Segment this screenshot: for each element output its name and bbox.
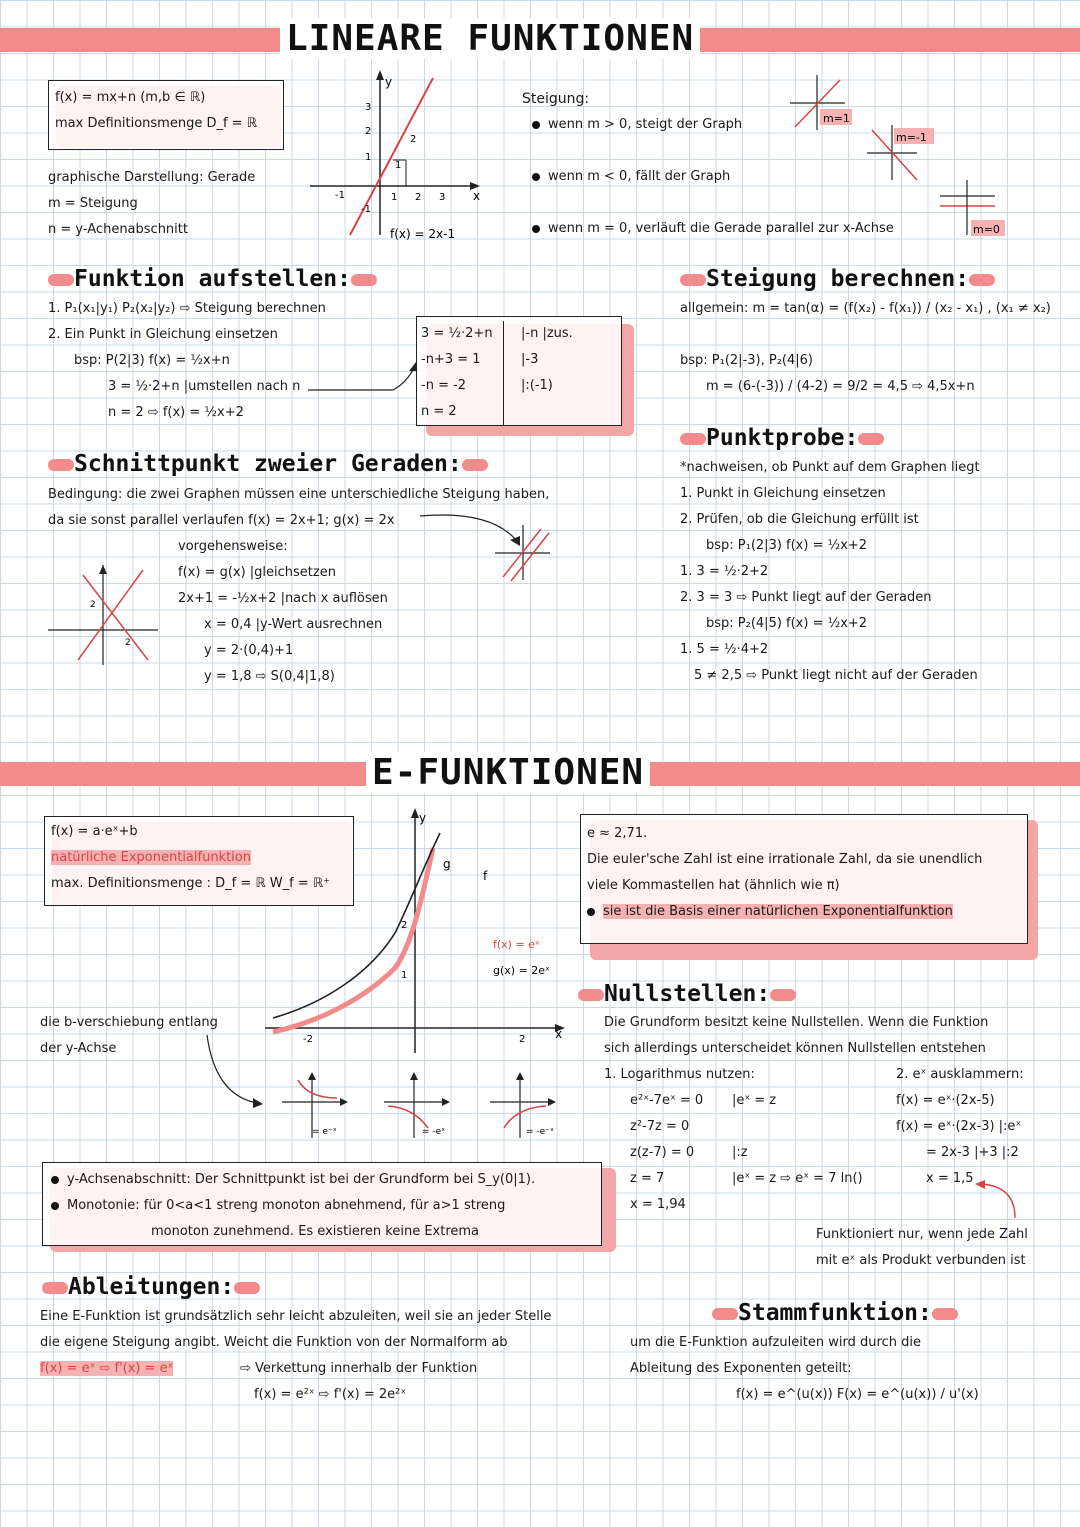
aufstellen-line: bsp: P(2|3) f(x) = ½x+n [74,353,230,368]
tick-x: -1 [335,190,345,201]
svg-text:= -e⁻ˣ: = -e⁻ˣ [526,1127,554,1137]
mini-graph-neg-e-neg-x [490,1072,560,1142]
svg-text:g(x) = 2eˣ: g(x) = 2eˣ [493,964,550,977]
props-box: y-Achsenabschnitt: Der Schnittpunkt ist bei der Grundform bei S_y(0|1). Monotonie: für 0<a<1 streng monoton abnehmend, für a>1 streng monoton zunehmend. Es existieren keine Extrema [42,1162,602,1246]
svg-text:m=-1: m=-1 [896,131,927,144]
ableitungen-text: Eine E-Funktion ist grundsätzlich sehr leicht abzuleiten, weil sie an jeder Stelle die eigene Steigung angibt. Weicht die Funktion von der Normalform ab f(x) = eˣ ⇨ f'(x) = eˣ [40,1309,552,1376]
schnittpunkt-condition: Bedingung: die zwei Graphen müssen eine unterschiedliche Steigung haben, da sie sonst parallel verlaufen f(x) = 2x+1; g(x) = 2x [48,487,550,528]
svg-text:y: y [419,811,427,825]
tick-y: 2 [365,126,372,137]
ausklammern-note: Funktioniert nur, wenn jede Zahl mit eˣ als Produkt verbunden ist [816,1227,1028,1268]
slope-icon-zero [935,180,1010,240]
note-line: n = y-Achenabschnitt [48,222,188,237]
calc-box-right: |-n |zus. |-3 |:(-1) [521,326,573,393]
svg-text:2: 2 [401,920,408,931]
aufstellen-line: n = 2 ⇨ f(x) = ½x+2 [108,405,244,420]
heading-schnittpunkt: Schnittpunkt zweier Geraden: [48,451,488,477]
heading-punktprobe: Punktprobe: [680,425,884,451]
svg-text:1: 1 [401,970,408,981]
linear-notes [48,165,255,243]
steigung-title: Steigung: [522,91,590,107]
schnittpunkt-steps: vorgehensweise: f(x) = g(x) |gleichsetzen 2x+1 = -½x+2 |nach x auflösen x = 0,4 |y-Wert ausrechnen y = 2·(0,4)+1 y = 1,8 ⇨ S(0,4|1,8) [178,534,388,690]
shift-note: die b-verschiebung entlang der y-Achse [40,1015,218,1056]
def-line: max Definitionsmenge D_f = ℝ [55,116,258,131]
svg-text:x: x [555,1027,563,1041]
ausklammern: 2. eˣ ausklammern: f(x) = eˣ·(2x-5) f(x) = eˣ·(2x-3) |:eˣ = 2x-3 |+3 |:2 x = 1,5 [896,1067,1024,1186]
svg-text:2: 2 [519,1034,526,1045]
note-line: graphische Darstellung: Gerade [48,170,256,185]
steps-title: vorgehensweise: [178,539,288,554]
tick-y: -1 [361,204,371,215]
svg-text:-2: -2 [303,1034,313,1045]
svg-text:f: f [483,869,488,883]
slope-icon-negative [862,125,942,185]
steigung-item: wenn m < 0, fällt der Graph [532,164,894,190]
svg-text:m=0: m=0 [973,223,1000,236]
berechnen-formula: allgemein: m = tan(α) = (f(x₂) - f(x₁)) / (x₂ - x₁) , (x₁ ≠ x₂) [680,301,1051,316]
svg-text:g: g [443,857,451,871]
mini-graph-neg-e-x [384,1072,454,1142]
aufstellen-text [48,296,326,426]
ausklammern-arrow [975,1180,1025,1220]
berechnen-example: bsp: P₁(2|-3), P₂(4|6) [680,353,813,368]
euler-box: e ≈ 2,71. Die euler'sche Zahl ist eine irrationale Zahl, da sie unendlich viele Kommastellen hat (ähnlich wie π) sie ist die Basis einer natürlichen Exponentialfunktion [580,814,1028,944]
axis-label-x: x [473,189,481,203]
svg-text:m=1: m=1 [823,112,850,125]
page-title-linear: LINEARE FUNKTIONEN [280,18,700,59]
slope-run-label: 1 [395,160,402,171]
aufstellen-line: 1. P₁(x₁|y₁) P₂(x₂|y₂) ⇨ Steigung berechnen [48,301,326,316]
aufstellen-arrow [308,362,418,392]
aufstellen-line: 2. Ein Punkt in Gleichung einsetzen [48,327,278,342]
def-line: f(x) = mx+n (m,b ∈ ℝ) [55,90,206,105]
curve-f [273,848,433,1032]
svg-text:= -eˣ: = -eˣ [422,1127,446,1137]
calc-box [416,316,622,426]
ableitungen-chain: ⇨ Verkettung innerhalb der Funktion f(x) = e²ˣ ⇨ f'(x) = 2e²ˣ [240,1361,478,1402]
heading-aufstellen: Funktion aufstellen: [48,266,377,292]
nullstellen-intro: Die Grundform besitzt keine Nullstellen. Wenn die Funktion sich allerdings unterscheidet können Nullstellen entstehen 1. Logarithmus nutzen: [604,1015,989,1082]
log-left: e²ˣ-7eˣ = 0 z²-7z = 0 z(z-7) = 0 z = 7 x = 1,94 [630,1093,704,1212]
berechnen-example: m = (6-(-3)) / (4-2) = 9/2 = 4,5 ⇨ 4,5x+n [706,379,975,394]
tick-x: 1 [391,192,398,203]
tick-y: 1 [365,152,372,163]
axis-label-y: y [385,75,393,89]
svg-text:= e⁻ˣ: = e⁻ˣ [312,1127,337,1137]
tick-x: 2 [415,192,422,203]
e-graph [255,808,565,1058]
punktprobe-text: *nachweisen, ob Punkt auf dem Graphen liegt 1. Punkt in Gleichung einsetzen 2. Prüfen, ob die Gleichung erfüllt ist bsp: P₁(2|3) f(x) = ½x+2 1. 3 = ½·2+2 2. 3 = 3 ⇨ Punkt liegt auf der Geraden bsp: P₂(4|5) f(x) = ½x+2 1. 5 = ½·4+2 5 ≠ 2,5 ⇨ Punkt liegt nicht auf der Geraden [680,460,980,683]
linear-graph [305,70,485,240]
slope-icon-positive [785,75,855,135]
slope-rise-label: 2 [410,134,417,145]
tick-y: 3 [365,102,372,113]
tick-x: 3 [439,192,446,203]
steigung-item: wenn m = 0, verläuft die Gerade parallel zur x-Achse [532,216,894,242]
heading-nullstellen: Nullstellen: [578,981,796,1007]
graph-label: f(x) = 2x-1 [390,227,456,241]
berechnen-text [680,296,1051,400]
heading-stammfunktion: Stammfunktion: [712,1300,958,1326]
note-line: m = Steigung [48,196,138,211]
linear-def-box [48,80,284,150]
y-arrow [376,70,384,80]
parallel-lines-icon [495,525,555,585]
steigung-item: wenn m > 0, steigt der Graph [532,112,894,138]
stammfunktion-text: um die E-Funktion aufzuleiten wird durch die Ableitung des Exponenten geteilt: f(x) = e^(u(x)) F(x) = e^(u(x)) / u'(x) [630,1335,979,1402]
svg-text:2: 2 [125,638,131,648]
mini-graph-e-neg-x [282,1072,352,1142]
aufstellen-line: 3 = ½·2+n |umstellen nach n [108,379,301,394]
calc-box-left: 3 = ½·2+n -n+3 = 1 -n = -2 n = 2 [421,321,504,425]
schnittpunkt-graph [48,565,158,665]
page-title-e: E-FUNKTIONEN [366,752,650,793]
svg-text:2: 2 [90,600,96,610]
log-right: |eˣ = z |:z |eˣ = z ⇨ eˣ = 7 ln() [732,1093,863,1186]
heading-ableitungen: Ableitungen: [42,1274,260,1300]
svg-text:f(x) = eˣ: f(x) = eˣ [493,938,540,951]
e-def-box: f(x) = a·eˣ+b natürliche Exponentialfunktion max. Definitionsmenge : D_f = ℝ W_f = ℝ⁺ [44,816,354,906]
heading-berechnen: Steigung berechnen: [680,266,995,292]
shift-arrow [205,1035,265,1110]
